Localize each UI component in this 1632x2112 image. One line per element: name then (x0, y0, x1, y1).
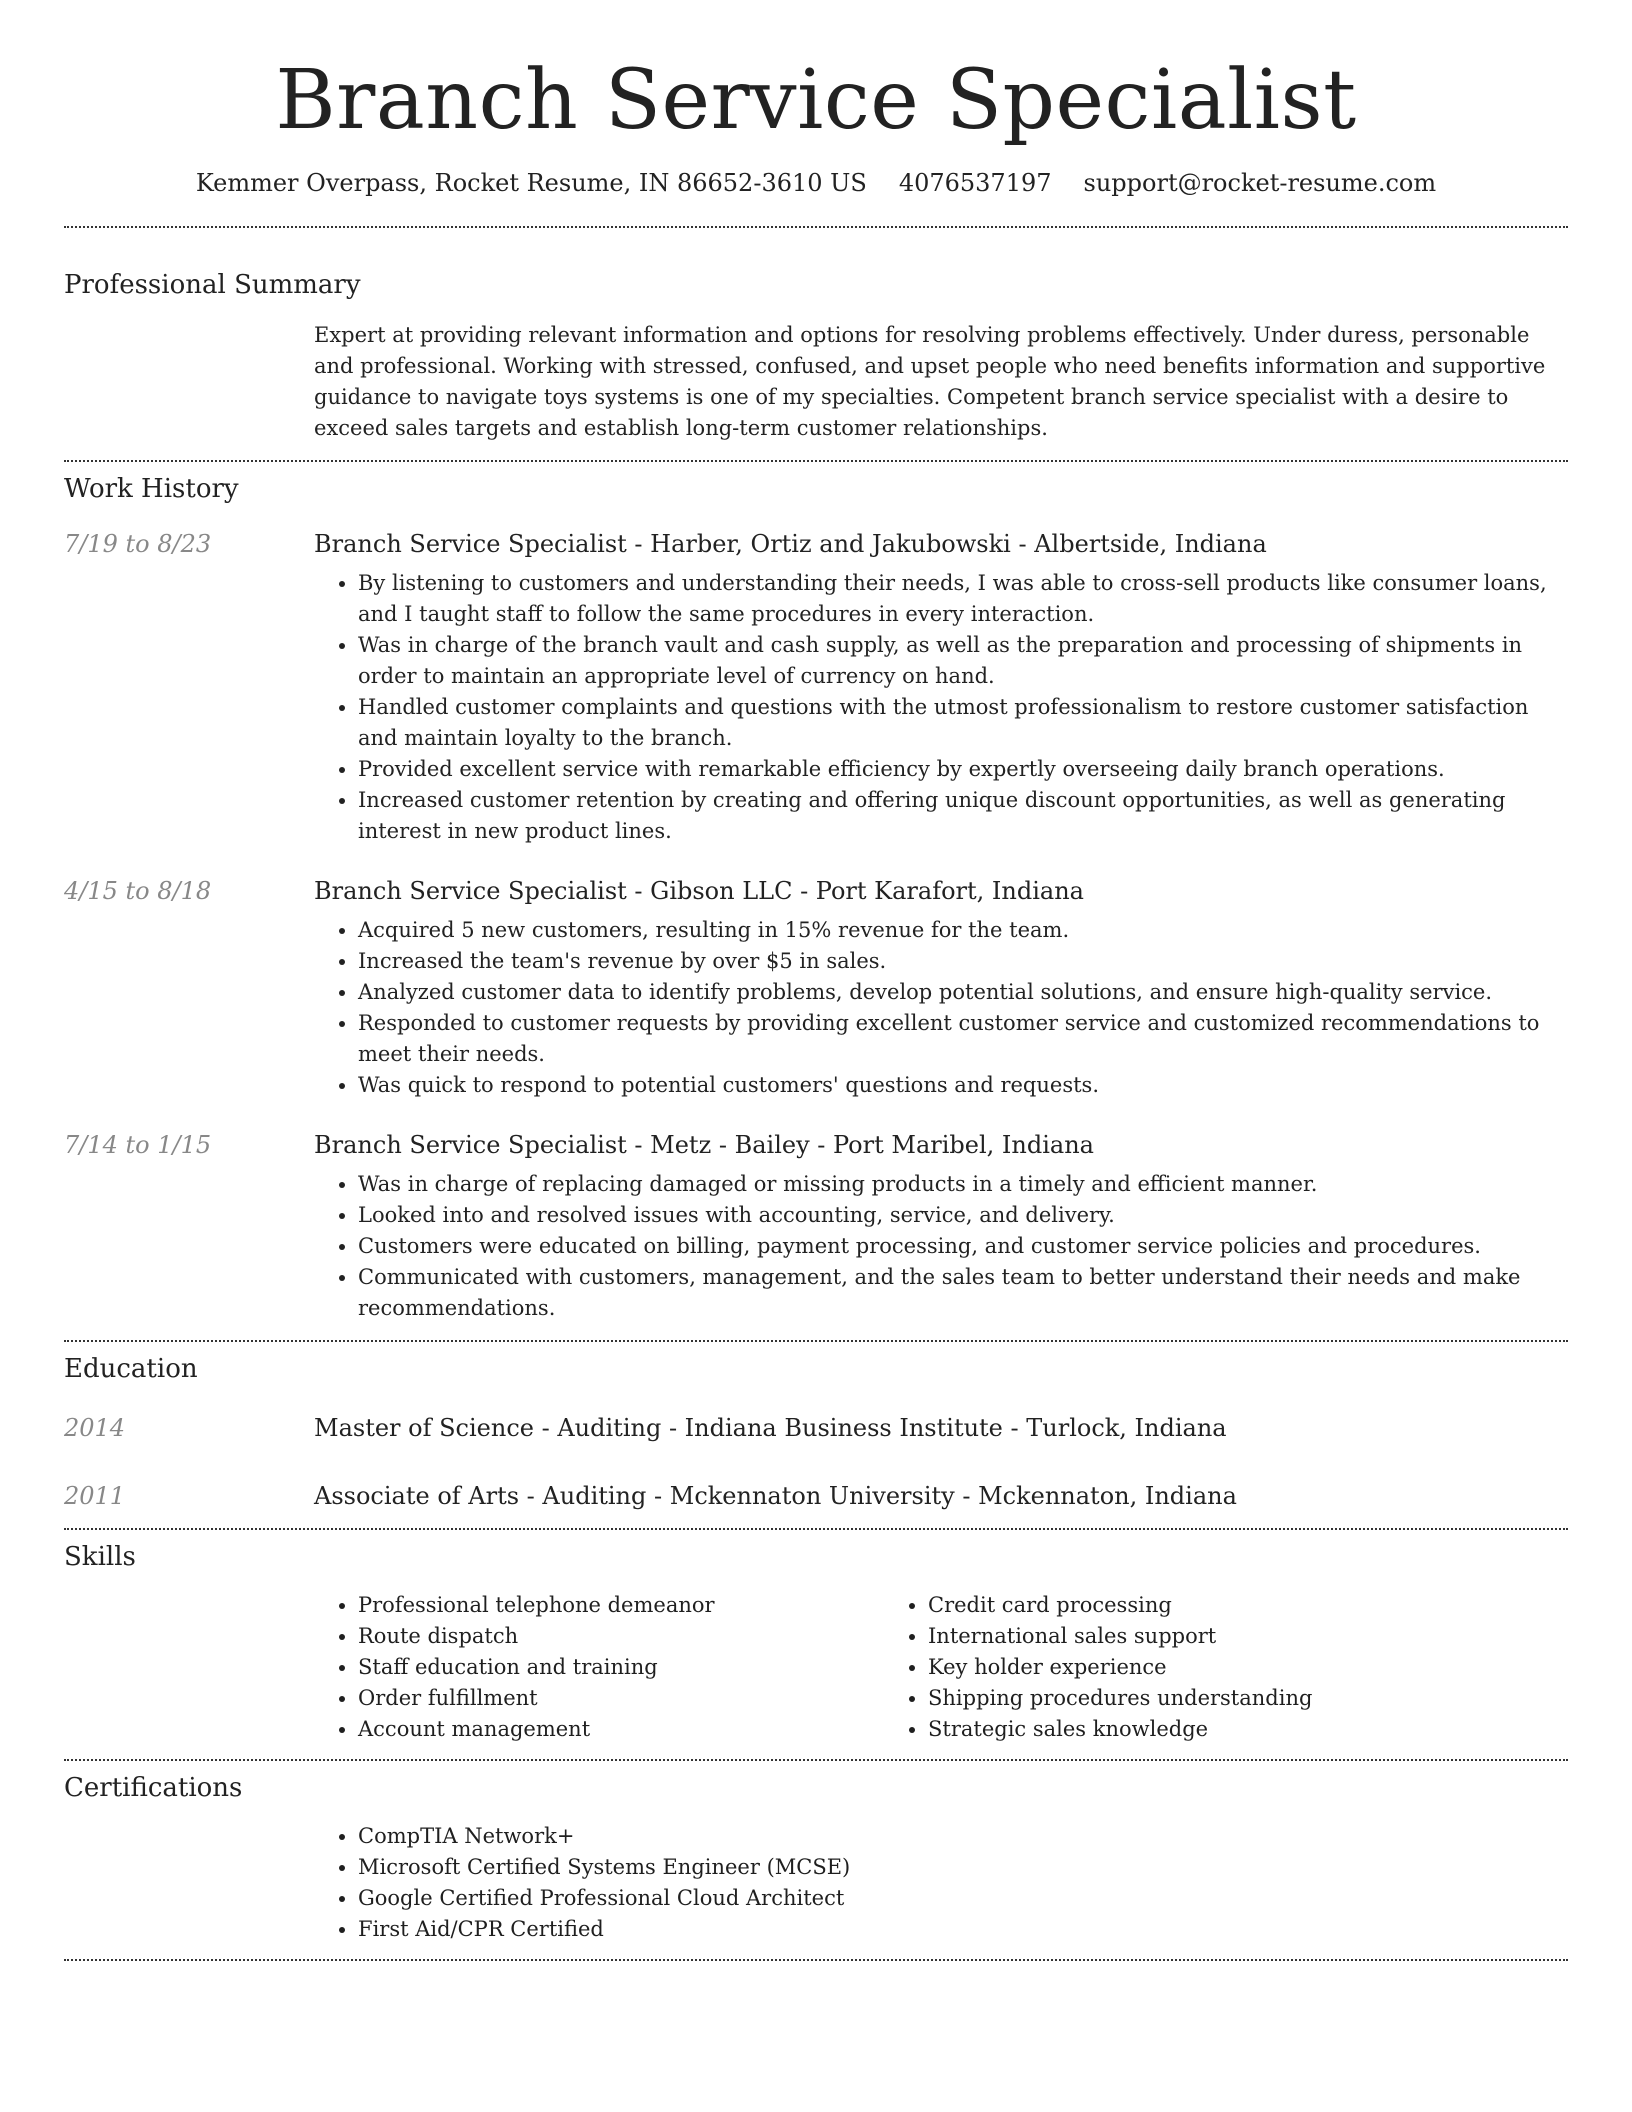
job-title: Branch Service Specialist - Harber, Ortiz and Jakubowski - Albertside, Indiana (314, 530, 1267, 558)
list-item: • Analyzed customer data to identify problems, develop potential solutions, and ensure high-quality service. (358, 977, 1568, 1008)
list-item: • International sales support (928, 1621, 1484, 1652)
job-title: Branch Service Specialist - Gibson LLC - Port Karafort, Indiana (314, 877, 1084, 905)
certifications-section (64, 1761, 1568, 1959)
list-item: • Was in charge of the branch vault and cash supply, as well as the preparation and processing of shipments in order to maintain an appropriate level of currency on hand. (358, 630, 1568, 692)
contact-line (64, 166, 1568, 200)
list-item: • Professional telephone demeanor (358, 1590, 884, 1621)
contact-address: Kemmer Overpass, Rocket Resume, IN 86652-3610 US (195, 169, 867, 197)
job-dates: 7/14 to 1/15 (64, 1131, 212, 1159)
job-bullets (314, 1169, 1568, 1324)
education-degree: Associate of Arts - Auditing - Mckennaton University - Mckennaton, Indiana (314, 1482, 1237, 1510)
job-entry (64, 1131, 1568, 1324)
list-item: • Acquired 5 new customers, resulting in 15% revenue for the team. (358, 915, 1568, 946)
list-item: • Order fulfillment (358, 1683, 884, 1714)
skills-columns (314, 1574, 1568, 1745)
section-title-work-history: Work History (64, 474, 239, 504)
list-item: • Communicated with customers, management, and the sales team to better understand their needs and make recommendations. (358, 1262, 1568, 1324)
certifications-columns (314, 1805, 1568, 1945)
section-title-skills: Skills (64, 1542, 136, 1572)
section-title-summary: Professional Summary (64, 270, 361, 300)
education-section (64, 1342, 1568, 1528)
job-bullets (314, 915, 1568, 1101)
list-item: • CompTIA Network+ (358, 1821, 884, 1852)
skills-list-left (314, 1590, 884, 1745)
list-item: • Customers were educated on billing, payment processing, and customer service policies and procedures. (358, 1231, 1568, 1262)
job-dates: 7/19 to 8/23 (64, 530, 212, 558)
certifications-list (314, 1821, 884, 1945)
list-item: • Was in charge of replacing damaged or missing products in a timely and efficient manner. (358, 1169, 1568, 1200)
list-item: • Looked into and resolved issues with accounting, service, and delivery. (358, 1200, 1568, 1231)
list-item: • Microsoft Certified Systems Engineer (MCSE) (358, 1852, 884, 1883)
job-entry (64, 877, 1568, 1101)
list-item: • Increased the team's revenue by over $5 in sales. (358, 946, 1568, 977)
list-item: • Was quick to respond to potential customers' questions and requests. (358, 1070, 1568, 1101)
job-entry (64, 530, 1568, 847)
list-item: • Route dispatch (358, 1621, 884, 1652)
list-item: • By listening to customers and understanding their needs, I was able to cross-sell products like consumer loans, and I taught staff to follow the same procedures in every interaction. (358, 568, 1568, 630)
education-year: 2014 (64, 1414, 126, 1442)
job-title: Branch Service Specialist - Metz - Bailey - Port Maribel, Indiana (314, 1131, 1094, 1159)
list-item: • Staff education and training (358, 1652, 884, 1683)
list-item: • Increased customer retention by creating and offering unique discount opportunities, as well as generating interest in new product lines. (358, 785, 1568, 847)
job-dates: 4/15 to 8/18 (64, 877, 212, 905)
summary-text: Expert at providing relevant information and options for resolving problems effectively. Under duress, personable and professional. Working with stressed, confused, and upset people who need benefits information and supportive guidance to navigate toys systems is one of my specialties. Competent branch service specialist with a desire to exceed sales targets and establish long-term customer relationships. (314, 323, 1546, 440)
list-item: • Google Certified Professional Cloud Architect (358, 1883, 884, 1914)
education-entry (64, 1482, 1568, 1510)
section-title-certifications: Certifications (64, 1773, 243, 1803)
work-history-section (64, 462, 1568, 1324)
list-item: • Provided excellent service with remarkable efficiency by expertly overseeing daily branch operations. (358, 754, 1568, 785)
list-item: • Strategic sales knowledge (928, 1714, 1484, 1745)
list-item: • Responded to customer requests by providing excellent customer service and customized recommendations to meet their needs. (358, 1008, 1568, 1070)
contact-email: support@rocket-resume.com (1083, 169, 1437, 197)
list-item: • First Aid/CPR Certified (358, 1914, 884, 1945)
summary-section (64, 268, 1568, 444)
education-degree: Master of Science - Auditing - Indiana Business Institute - Turlock, Indiana (314, 1414, 1227, 1442)
skills-list-right (884, 1590, 1484, 1745)
list-item: • Account management (358, 1714, 884, 1745)
list-item: • Key holder experience (928, 1652, 1484, 1683)
resume-name: Branch Service Specialist (275, 53, 1357, 148)
divider (64, 1959, 1568, 1961)
skills-section (64, 1530, 1568, 1759)
job-bullets (314, 568, 1568, 847)
list-item: • Handled customer complaints and questions with the utmost professionalism to restore customer satisfaction and maintain loyalty to the branch. (358, 692, 1568, 754)
education-year: 2011 (64, 1482, 126, 1510)
contact-phone: 4076537197 (898, 169, 1052, 197)
job-list (64, 530, 1568, 1324)
list-item: • Shipping procedures understanding (928, 1683, 1484, 1714)
list-item: • Credit card processing (928, 1590, 1484, 1621)
divider (64, 226, 1568, 228)
section-title-education: Education (64, 1354, 198, 1384)
education-entry (64, 1414, 1568, 1442)
